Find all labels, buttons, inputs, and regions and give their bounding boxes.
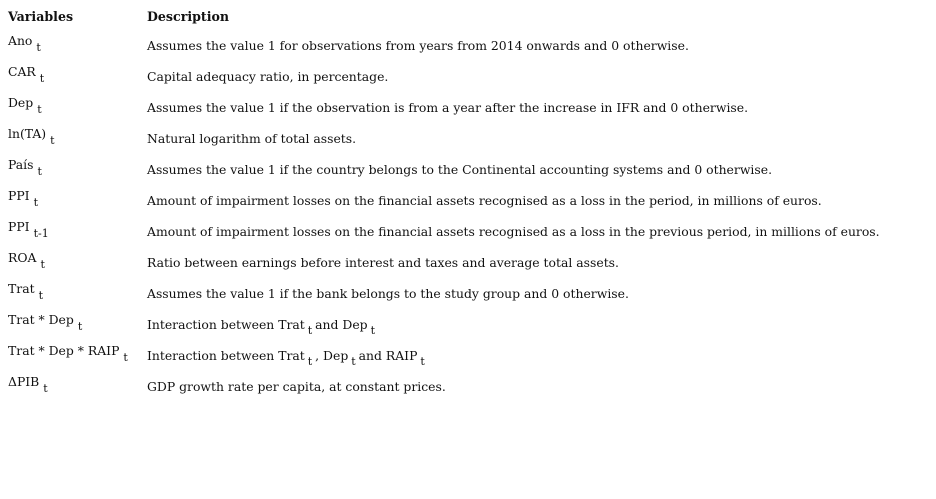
variable-subscript: t [50, 134, 55, 147]
variable-cell [8, 367, 147, 395]
variable-name: CAR [8, 64, 36, 79]
variable-name: Trat * Dep [8, 312, 74, 327]
variable-name: Ano [8, 33, 33, 48]
table-row [8, 119, 928, 150]
description-cell: Ratio between earnings before interest and taxes and average total assets. [147, 255, 619, 270]
variable-name: Trat * Dep * RAIP [8, 343, 120, 358]
variable-name: PPI [8, 188, 30, 203]
inline-subscript: t [370, 324, 376, 337]
description-cell: Amount of impairment losses on the financial assets recognised as a loss in the period, in millions of euros. [147, 193, 822, 208]
variable-subscript: t [123, 351, 128, 364]
variable-cell [8, 26, 147, 54]
table-row [8, 150, 928, 181]
variable-name: ROA [8, 250, 37, 265]
table-row [8, 181, 928, 212]
description-cell [147, 305, 928, 337]
variable-subscript: t [77, 320, 83, 333]
inline-subscript: t [307, 355, 313, 368]
description-cell: Assumes the value 1 for observations from years from 2014 onwards and 0 otherwise. [147, 38, 689, 53]
description-cell [147, 336, 928, 368]
variable-cell [8, 181, 147, 209]
variable-subscript: t [38, 289, 43, 302]
variable-cell [8, 119, 147, 147]
description-cell: Amount of impairment losses on the financial assets recognised as a loss in the previous period, in millions of euros. [147, 224, 880, 239]
variable-subscript: t [40, 258, 45, 271]
variable-subscript: t [37, 165, 42, 178]
inline-subscript: t [420, 355, 425, 368]
header-description: Description [147, 8, 230, 24]
variable-name: PPI [8, 219, 30, 234]
variable-subscript: t [43, 382, 48, 395]
table-row [8, 212, 928, 243]
table-row [8, 243, 928, 274]
table-header [8, 6, 928, 26]
inline-subscript: t [307, 324, 313, 337]
variable-name: ln(TA) [8, 126, 47, 141]
variable-subscript: t [33, 196, 38, 209]
description-text: , Dep [315, 348, 349, 363]
variable-subscript: t [36, 41, 41, 54]
variable-cell [8, 212, 147, 240]
description-text: and Dep [315, 317, 368, 332]
header-variables: Variables [8, 8, 74, 24]
variable-cell [8, 336, 147, 364]
variable-cell [8, 274, 147, 302]
inline-subscript: t [351, 355, 356, 368]
description-text: Interaction between Trat [147, 317, 305, 332]
variable-subscript: t-1 [33, 227, 49, 240]
description-cell: Assumes the value 1 if the country belongs to the Continental accounting systems and 0 otherwise. [147, 162, 773, 177]
table-row [8, 305, 928, 336]
description-cell: Capital adequacy ratio, in percentage. [147, 69, 389, 84]
description-text: Interaction between Trat [147, 348, 305, 363]
table-row [8, 26, 928, 57]
table-row [8, 88, 928, 119]
table-row [8, 274, 928, 305]
variable-subscript: t [37, 103, 42, 116]
table-row [8, 336, 928, 367]
variable-cell [8, 88, 147, 116]
description-cell: Assumes the value 1 if the observation is from a year after the increase in IFR and 0 otherwise. [147, 100, 749, 115]
description-cell: Natural logarithm of total assets. [147, 131, 357, 146]
description-cell: GDP growth rate per capita, at constant prices. [147, 379, 446, 394]
variables-table [8, 6, 928, 398]
variable-subscript: t [39, 72, 45, 85]
variable-name: Dep [8, 95, 34, 110]
description-cell: Assumes the value 1 if the bank belongs to the study group and 0 otherwise. [147, 286, 629, 301]
variable-cell [8, 243, 147, 271]
variable-cell [8, 150, 147, 178]
description-text: and RAIP [358, 348, 418, 363]
variable-cell [8, 305, 147, 333]
variable-name: País [8, 157, 34, 172]
variable-name: ΔPIB [8, 374, 40, 389]
variable-cell [8, 57, 147, 85]
table-row [8, 367, 928, 398]
variable-name: Trat [8, 281, 35, 296]
table-row [8, 57, 928, 88]
